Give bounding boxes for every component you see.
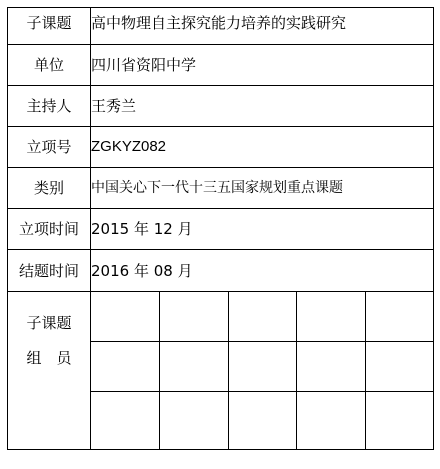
members-label-line2: 组 员 <box>26 349 72 367</box>
member-cell <box>160 292 228 341</box>
subproject-label: 子课题 <box>26 14 72 32</box>
completion-date-label: 结题时间 <box>18 262 79 280</box>
project-number-label: 立项号 <box>26 138 72 156</box>
member-cell <box>160 392 228 449</box>
category-value: 中国关心下一代十三五国家规划重点课题 <box>91 180 343 196</box>
row-divider <box>8 44 433 45</box>
member-cell <box>366 292 433 341</box>
organization-label: 单位 <box>33 56 64 74</box>
member-cell <box>297 292 365 341</box>
member-cell <box>160 342 228 391</box>
member-cell <box>229 292 296 341</box>
member-cell <box>366 392 433 449</box>
approval-date-label: 立项时间 <box>18 220 79 238</box>
host-value: 王秀兰 <box>91 97 137 115</box>
member-cell <box>91 342 159 391</box>
subproject-value: 高中物理自主探究能力培养的实践研究 <box>91 14 347 32</box>
project-info-table <box>7 7 434 450</box>
member-cell <box>91 292 159 341</box>
row-divider <box>8 208 433 209</box>
row-divider <box>8 249 433 250</box>
organization-value: 四川省资阳中学 <box>91 56 197 74</box>
members-label-line1: 子课题 <box>26 314 72 332</box>
row-divider <box>8 167 433 168</box>
member-cell <box>229 342 296 391</box>
member-cell <box>366 342 433 391</box>
member-cell <box>297 342 365 391</box>
host-label: 主持人 <box>26 97 72 115</box>
row-divider <box>8 126 433 127</box>
approval-date-value: 2015 年 12 月 <box>91 220 193 238</box>
member-cell <box>297 392 365 449</box>
member-cell <box>91 392 159 449</box>
project-number-value: ZGKYZ082 <box>91 138 167 155</box>
row-divider <box>8 85 433 86</box>
completion-date-value: 2016 年 08 月 <box>91 262 193 280</box>
member-cell <box>229 392 296 449</box>
category-label: 类别 <box>33 179 64 197</box>
